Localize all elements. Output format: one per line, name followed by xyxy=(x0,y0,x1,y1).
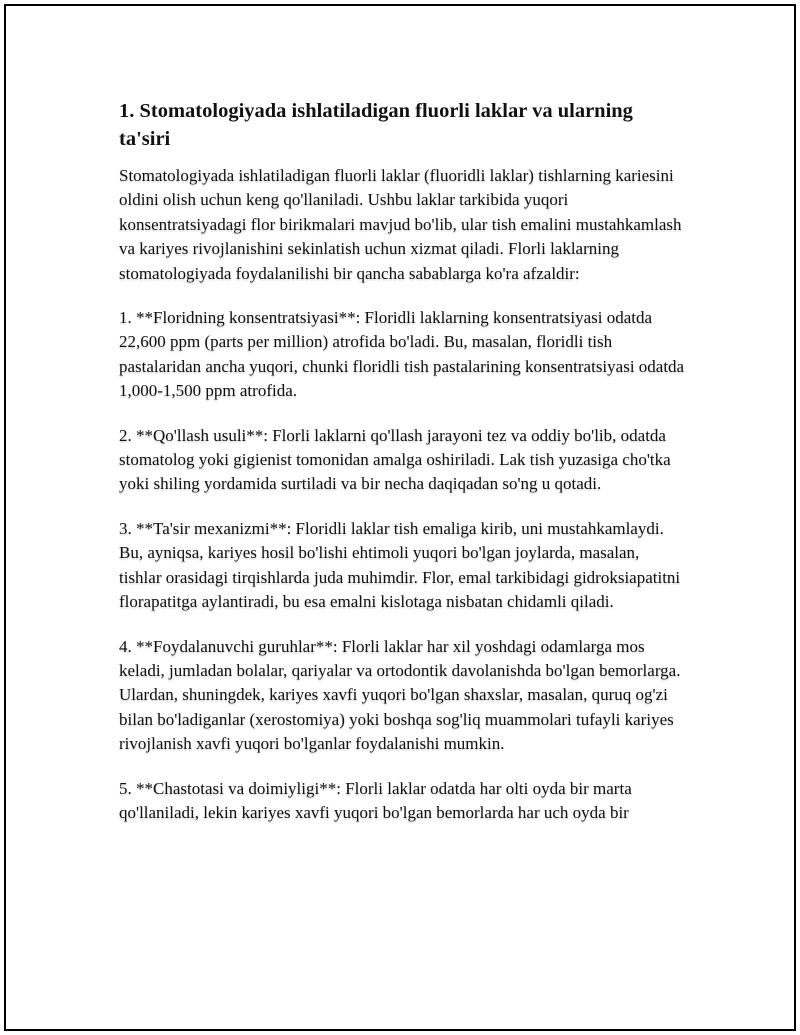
list-item: 2. **Qo'llash usuli**: Florli laklarni qo'llash jarayoni tez va oddiy bo'lib, odatda stomatolog yoki gigienist tomonidan amalga oshiriladi. Lak tish yuzasiga cho'tka yoki shiling yordamida surtiladi va bir necha daqiqadan so'ng u qotadi. xyxy=(119,425,671,494)
list-item: 5. **Chastotasi va doimiyligi**: Florli laklar odatda har olti oyda bir marta qo'llaniladi, lekin kariyes xavfi yuqori bo'lgan bemorlarda har uch oyda bir xyxy=(119,778,632,822)
page-frame xyxy=(4,4,796,1031)
document-body xyxy=(119,97,685,845)
list-item: 1. **Floridning konsentratsiyasi**: Floridli laklarning konsentratsiyasi odatda 22,600 ppm (parts per million) atrofida bo'ladi. Bu, masalan, floridli tish pastalaridan ancha yuqori, chunki floridli tish pastalarining konsentratsiyasi odatda 1,000-1,500 ppm atrofida. xyxy=(119,308,685,401)
list-item: 4. **Foydalanuvchi guruhlar**: Florli laklar har xil yoshdagi odamlarga mos keladi, jumladan bolalar, qariyalar va ortodontik davolanishda bo'lgan bemorlarga. Ulardan, shuningdek, kariyes xavfi yuqori bo'lgan shaxslar, masalan, quruq og'zi bilan bo'ladiganlar (xerostomiya) yoki boshqa sog'liq muammolari tufayli kariyes rivojlanish xavfi yuqori bo'lganlar foydalanishi mumkin. xyxy=(119,636,681,754)
list-item: 3. **Ta'sir mexanizmi**: Floridli laklar tish emaliga kirib, uni mustahkamlaydi. Bu, ayniqsa, kariyes hosil bo'lishi ehtimoli yuqori bo'lgan joylarda, masalan, tishlar orasidagi tirqishlarda juda muhimdir. Flor, emal tarkibidagi gidroksiapatitni florapatitga aylantiradi, bu esa emalni kislotaga nisbatan chidamli qiladi. xyxy=(119,518,681,612)
intro-paragraph: Stomatologiyada ishlatiladigan fluorli laklar (fluoridli laklar) tishlarning kariesini oldini olish uchun keng qo'llaniladi. Ushbu laklar tarkibida yuqori konsentratsiyadagi flor birikmalari mavjud bo'lib, ular tish emalini mustahkamlash va kariyes rivojlanishini sekinlatish uchun xizmat qiladi. Florli laklarning stomatologiyada foydalanilishi bir qancha sabablarga ko'ra afzaldir: xyxy=(119,166,682,283)
section-heading: 1. Stomatologiyada ishlatiladigan fluorli laklar va ularning ta'siri xyxy=(119,100,633,150)
